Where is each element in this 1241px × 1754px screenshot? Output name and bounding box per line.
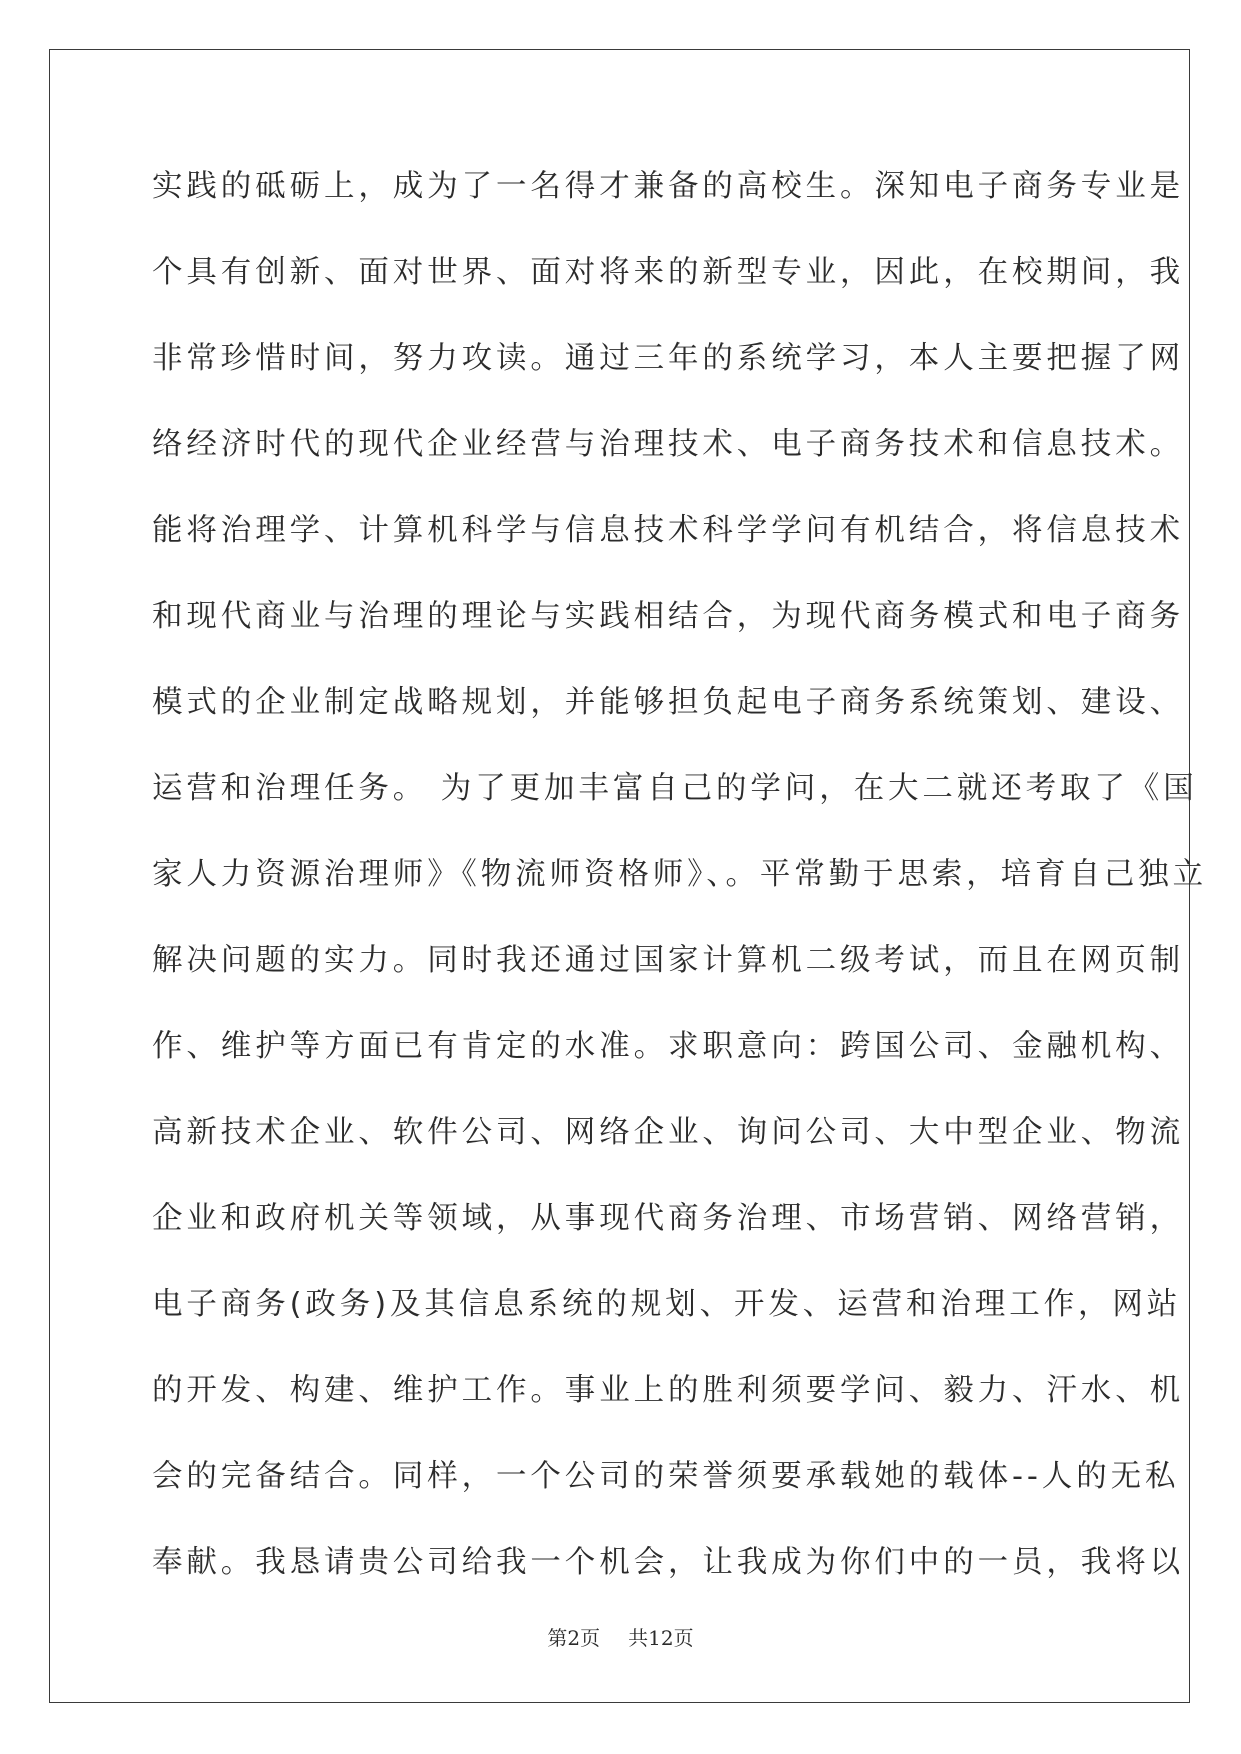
text-line: 家人力资源治理师》《物流师资格师》、。平常勤于思索，培育自己独立 bbox=[152, 857, 1208, 892]
text-line: 的开发、构建、维护工作。事业上的胜利须要学问、毅力、汗水、机 bbox=[152, 1373, 1184, 1408]
text-line: 非常珍惜时间，努力攻读。通过三年的系统学习，本人主要把握了网 bbox=[152, 341, 1184, 376]
text-line: 作、维护等方面已有肯定的水准。求职意向：跨国公司、金融机构、 bbox=[152, 1029, 1184, 1064]
text-line: 实践的砥砺上，成为了一名得才兼备的高校生。深知电子商务专业是 bbox=[152, 169, 1184, 204]
text-line: 会的完备结合。同样，一个公司的荣誉须要承载她的载体--人的无私 bbox=[152, 1459, 1180, 1494]
text-line: 奉献。我恳请贵公司给我一个机会，让我成为你们中的一员，我将以 bbox=[152, 1545, 1184, 1580]
document-body bbox=[152, 158, 1208, 1620]
text-line: 个具有创新、面对世界、面对将来的新型专业，因此，在校期间，我 bbox=[152, 255, 1184, 290]
text-line: 高新技术企业、软件公司、网络企业、询问公司、大中型企业、物流 bbox=[152, 1115, 1184, 1150]
text-line: 解决问题的实力。同时我还通过国家计算机二级考试，而且在网页制 bbox=[152, 943, 1184, 978]
text-line: 电子商务(政务)及其信息系统的规划、开发、运营和治理工作，网站 bbox=[152, 1287, 1182, 1322]
text-line: 模式的企业制定战略规划，并能够担负起电子商务系统策划、建设、 bbox=[152, 685, 1184, 720]
text-line: 络经济时代的现代企业经营与治理技术、电子商务技术和信息技术。 bbox=[152, 427, 1184, 462]
text-line: 运营和治理任务。 为了更加丰富自己的学问，在大二就还考取了《国 bbox=[152, 771, 1198, 806]
text-line: 和现代商业与治理的理论与实践相结合，为现代商务模式和电子商务 bbox=[152, 599, 1184, 634]
text-line: 企业和政府机关等领域，从事现代商务治理、市场营销、网络营销， bbox=[152, 1201, 1184, 1236]
page-number-total: 共12页 bbox=[628, 1626, 694, 1650]
page-footer bbox=[0, 1622, 1241, 1651]
text-line: 能将治理学、计算机科学与信息技术科学学问有机结合，将信息技术 bbox=[152, 513, 1184, 548]
page-number-current: 第2页 bbox=[547, 1626, 601, 1650]
